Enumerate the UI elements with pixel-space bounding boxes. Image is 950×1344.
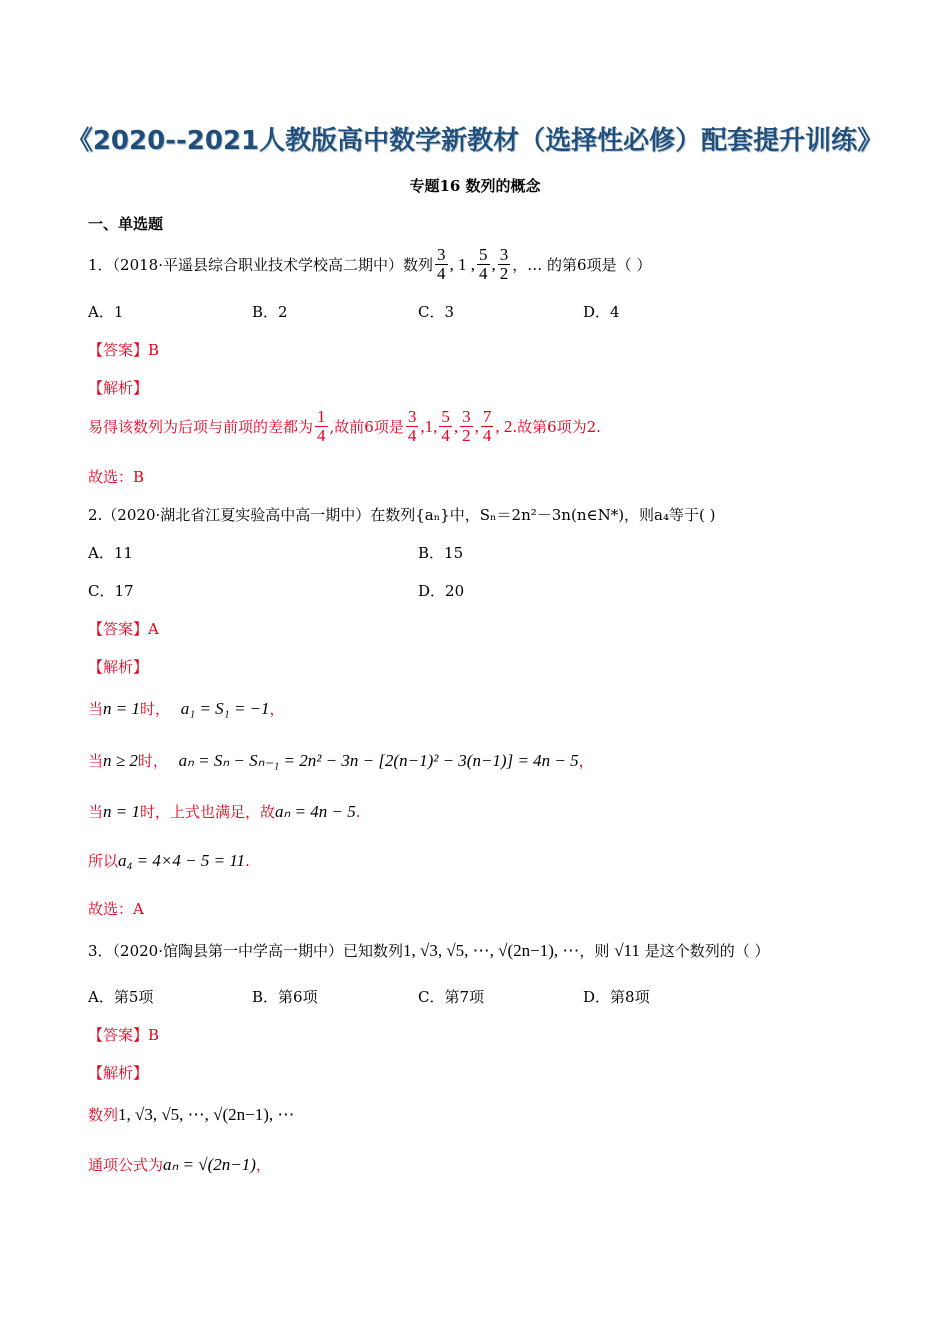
question-1-stem: 1．（2018·平遥县综合职业技术学校高二期中）数列 $\frac{3}{4}$ , 1 , $\frac{5}{4}$ , $\frac{3}{2}$ ，… 的第6项是（ ） (88, 245, 652, 283)
section-heading: 一、单选题 (88, 215, 164, 233)
conclusion: 故选：B (88, 468, 145, 486)
analysis-line-2: 当n ≥ 2时， aₙ = Sₙ − Sₙ₋₁ = 2n² − 3n − [2(n−1)² − 3(n−1)] = 4n − 5， (88, 751, 594, 770)
question-2-stem: 2.（2020·湖北省江夏实验高中高一期中）在数列{aₙ}中，Sₙ＝2n²－3n(n∈N*)，则a₄等于( ) (88, 506, 716, 524)
analysis-line-3: 当n = 1时，上式也满足，故aₙ = 4n − 5. (88, 802, 361, 821)
analysis-line-1: 数列1, √3, √5, ⋯, √(2n−1), ⋯ (88, 1105, 295, 1124)
option-b: B．15 (418, 544, 464, 562)
question-1-suffix: ，… 的第6项是（ ） (512, 256, 652, 274)
analysis-label: 【解析】 (88, 379, 149, 397)
answer-label: 【答案】B (88, 341, 160, 359)
analysis-label: 【解析】 (88, 658, 149, 676)
option-d: D．第8项 (583, 988, 650, 1006)
answer-label: 【答案】B (88, 1026, 160, 1044)
question-3-stem: 3．（2020·馆陶县第一中学高一期中）已知数列1, √3, √5, ⋯, √(2n−1), ⋯，则 √11 是这个数列的（ ） (88, 941, 770, 960)
option-d: D．20 (418, 582, 465, 600)
option-b: B．第6项 (252, 988, 318, 1006)
option-b: B．2 (252, 303, 288, 321)
analysis-line-2: 通项公式为aₙ = √(2n−1)， (88, 1155, 271, 1174)
answer-label: 【答案】A (88, 620, 159, 638)
option-a: A．11 (88, 544, 133, 562)
sequence-expression: 1, √3, √5, ⋯, √(2n−1), ⋯ (403, 941, 580, 960)
analysis-line-1: 当n = 1时， a₁ = S₁ = −1， (88, 699, 285, 718)
option-a: A．第5项 (88, 988, 154, 1006)
target-term: √11 (614, 941, 640, 960)
analysis-fraction: $\frac{1}{4}$ (317, 407, 326, 445)
question-1-prefix: 1．（2018·平遥县综合职业技术学校高二期中）数列 (88, 256, 433, 274)
analysis-line-4: 所以a₄ = 4×4 − 5 = 11. (88, 851, 250, 870)
option-c: C．3 (418, 303, 455, 321)
seq-term-1: $\frac{3}{4}$ (437, 245, 446, 283)
seq-term-4: $\frac{3}{2}$ (499, 245, 509, 283)
document-title: 《2020--2021人教版高中数学新教材（选择性必修）配套提升训练》 (66, 126, 884, 156)
seq-term-3: $\frac{5}{4}$ (479, 245, 488, 283)
option-d: D．4 (583, 303, 620, 321)
analysis-label: 【解析】 (88, 1064, 149, 1082)
option-a: A．1 (88, 303, 124, 321)
option-c: C．17 (88, 582, 134, 600)
conclusion: 故选：A (88, 900, 144, 918)
topic-subtitle: 专题16 数列的概念 (409, 177, 541, 195)
option-c: C．第7项 (418, 988, 485, 1006)
analysis-line: 易得该数列为后项与前项的差都为 $\frac{1}{4}$ ,故前6项是 $\frac{3}{4}$ ,1, $\frac{5}{4}$ , $\frac{3}{2}$ , $\frac{7}{4}$ , 2 .故第6项为2. (88, 407, 601, 445)
